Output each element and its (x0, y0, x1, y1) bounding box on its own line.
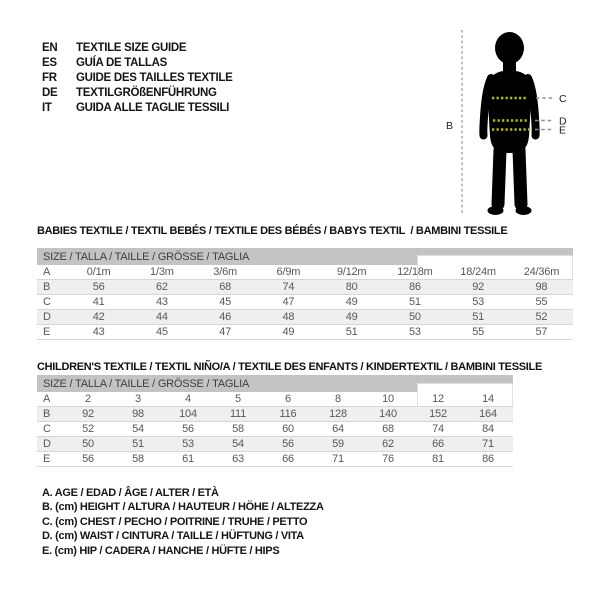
legend-line: E. (cm) HIP / CADERA / HANCHE / HÜFTE / HIPS (42, 544, 280, 557)
table-cell: 64 (332, 423, 344, 435)
language-title: TEXTILGRÖßENFÜHRUNG (76, 87, 217, 99)
size-header: SIZE / TALLA / TAILLE / GRÖSSE / TAGLIA (43, 250, 250, 263)
row-label: C (43, 296, 51, 308)
table-row (37, 392, 513, 407)
row-label: A (43, 393, 51, 405)
language-title: TEXTILE SIZE GUIDE (76, 42, 187, 54)
children-table-title: CHILDREN'S TEXTILE / TEXTIL NIÑO/A / TEXTILE DES ENFANTS / KINDERTEXTIL / BAMBINI TESSILE (37, 361, 542, 373)
legend-line: B. (cm) HEIGHT / ALTURA / HAUTEUR / HÖHE / ALTEZZA (42, 501, 324, 514)
language-title: GUIDA ALLE TAGLIE TESSILI (76, 102, 230, 114)
language-row (42, 56, 233, 71)
table-cell: 74 (432, 423, 444, 435)
table-cell: 18/24m (460, 266, 496, 278)
language-code: EN (42, 42, 58, 54)
waist-label: D (559, 115, 567, 128)
table-cell: 48 (282, 311, 295, 323)
row-label: C (43, 423, 51, 435)
table-cell: 53 (182, 438, 194, 450)
table-cell: 55 (535, 296, 548, 308)
table-cell: 1/3m (150, 266, 174, 278)
table-cell: 56 (82, 453, 94, 465)
table-cell: 50 (408, 311, 421, 323)
table-cell: 74 (282, 281, 295, 293)
silhouette-body (483, 32, 535, 215)
table-cell: 98 (535, 281, 548, 293)
table-row (37, 295, 573, 310)
language-row (42, 41, 233, 56)
table-cell: 111 (229, 408, 247, 420)
table-cell: 53 (408, 326, 421, 338)
table-cell: 51 (472, 311, 485, 323)
table-cell: 68 (219, 281, 232, 293)
row-label: E (43, 453, 51, 465)
table-cell: 41 (92, 296, 105, 308)
table-cell: 52 (82, 423, 94, 435)
table-cell: 57 (535, 326, 548, 338)
table-cell: 52 (535, 311, 548, 323)
table-cell: 50 (82, 438, 94, 450)
table-cell: 45 (155, 326, 168, 338)
table-cell: 63 (232, 453, 244, 465)
chest-label: C (559, 93, 567, 105)
table-row (37, 265, 573, 280)
row-label: A (43, 266, 51, 278)
table-cell: 84 (482, 423, 494, 435)
table-cell: 104 (179, 408, 197, 420)
table-cell: 71 (332, 453, 344, 465)
table-cell: 128 (329, 408, 347, 420)
language-title: GUÍA DE TALLAS (76, 57, 167, 69)
table-cell: 6 (285, 393, 291, 405)
table-cell: 56 (92, 281, 105, 293)
table-cell: 71 (482, 438, 494, 450)
table-row (37, 407, 513, 422)
table-cell: 51 (408, 296, 421, 308)
table-cell: 5 (235, 393, 241, 405)
language-row (42, 101, 233, 116)
table-cell: 68 (382, 423, 394, 435)
table-cell: 58 (232, 423, 244, 435)
table-cell: 51 (132, 438, 144, 450)
table-cell: 152 (429, 408, 447, 420)
table-cell: 164 (479, 408, 497, 420)
table-cell: 92 (472, 281, 485, 293)
babies-table (37, 248, 573, 340)
table-cell: 45 (219, 296, 232, 308)
table-cell: 60 (282, 423, 294, 435)
table-cell: 62 (382, 438, 394, 450)
table-cell: 56 (282, 438, 294, 450)
table-cell: 14 (482, 393, 494, 405)
table-cell: 0/1m (86, 266, 111, 278)
table-cell: 12/18m (397, 266, 433, 278)
table-cell: 66 (282, 453, 294, 465)
table-cell: 58 (132, 453, 144, 465)
table-cell: 43 (155, 296, 168, 308)
table-cell: 53 (472, 296, 485, 308)
table-cell: 43 (92, 326, 105, 338)
table-cell: 12 (432, 393, 444, 405)
table-cell: 3/6m (213, 266, 237, 278)
row-label: E (43, 326, 51, 338)
table-cell: 62 (155, 281, 168, 293)
table-cell: 49 (282, 326, 295, 338)
table-cell: 61 (182, 453, 194, 465)
table-cell: 66 (432, 438, 444, 450)
children-table (37, 375, 513, 467)
table-cell: 51 (345, 326, 358, 338)
table-cell: 116 (279, 408, 297, 420)
table-cell: 3 (135, 393, 141, 405)
row-label: D (43, 311, 51, 323)
table-row (37, 437, 513, 452)
language-list (42, 41, 233, 116)
row-label: B (43, 408, 51, 420)
legend-line: A. AGE / EDAD / ÂGE / ALTER / ETÀ (42, 487, 219, 499)
table-cell: 47 (219, 326, 232, 338)
row-label: D (43, 438, 51, 450)
table-cell: 54 (132, 423, 144, 435)
language-row (42, 71, 233, 86)
legend-line: C. (cm) CHEST / PECHO / POITRINE / TRUHE / PETTO (42, 515, 308, 528)
table-cell: 56 (182, 423, 194, 435)
table-cell: 2 (85, 393, 91, 405)
height-label: B (446, 120, 454, 132)
table-cell: 44 (155, 311, 168, 323)
table-cell: 49 (345, 311, 358, 323)
table-row (37, 310, 573, 325)
measurement-figure (440, 18, 580, 230)
language-code: FR (42, 72, 57, 84)
table-cell: 47 (282, 296, 295, 308)
table-cell: 76 (382, 453, 394, 465)
table-row (37, 422, 513, 437)
language-title: GUIDE DES TAILLES TEXTILE (76, 72, 233, 84)
language-row (42, 86, 233, 101)
table-cell: 92 (82, 408, 94, 420)
table-cell: 59 (332, 438, 344, 450)
table-cell: 24/36m (523, 266, 560, 278)
table-row (37, 452, 513, 467)
legend-line: D. (cm) WAIST / CINTURA / TAILLE / HÜFTUNG / VITA (42, 530, 304, 543)
measurement-legend (42, 486, 324, 558)
table-cell: 86 (408, 281, 421, 293)
language-code: ES (42, 57, 57, 69)
table-cell: 86 (482, 453, 494, 465)
table-cell: 98 (132, 408, 144, 420)
table-cell: 42 (92, 311, 105, 323)
child-silhouette (440, 18, 580, 230)
table-cell: 55 (472, 326, 485, 338)
table-cell: 9/12m (336, 266, 367, 278)
table-cell: 81 (432, 453, 444, 465)
language-code: DE (42, 87, 58, 99)
table-cell: 8 (335, 393, 341, 405)
table-cell: 10 (382, 393, 394, 405)
table-cell: 80 (345, 281, 358, 293)
table-row (37, 325, 573, 340)
table-cell: 49 (345, 296, 358, 308)
babies-table-title: BABIES TEXTILE / TEXTIL BEBÉS / TEXTILE DES BÉBÉS / BABYS TEXTIL / BAMBINI TESSILE (37, 225, 508, 237)
table-cell: 4 (185, 393, 191, 405)
table-cell: 6/9m (276, 266, 301, 278)
table-cell: 140 (379, 408, 397, 420)
language-code: IT (42, 102, 52, 114)
table-row (37, 280, 573, 295)
table-cell: 46 (219, 311, 232, 323)
hip-label: E (559, 124, 567, 137)
table-cell: 54 (232, 438, 244, 450)
size-header: SIZE / TALLA / TAILLE / GRÖSSE / TAGLIA (43, 377, 250, 390)
row-label: B (43, 281, 51, 293)
